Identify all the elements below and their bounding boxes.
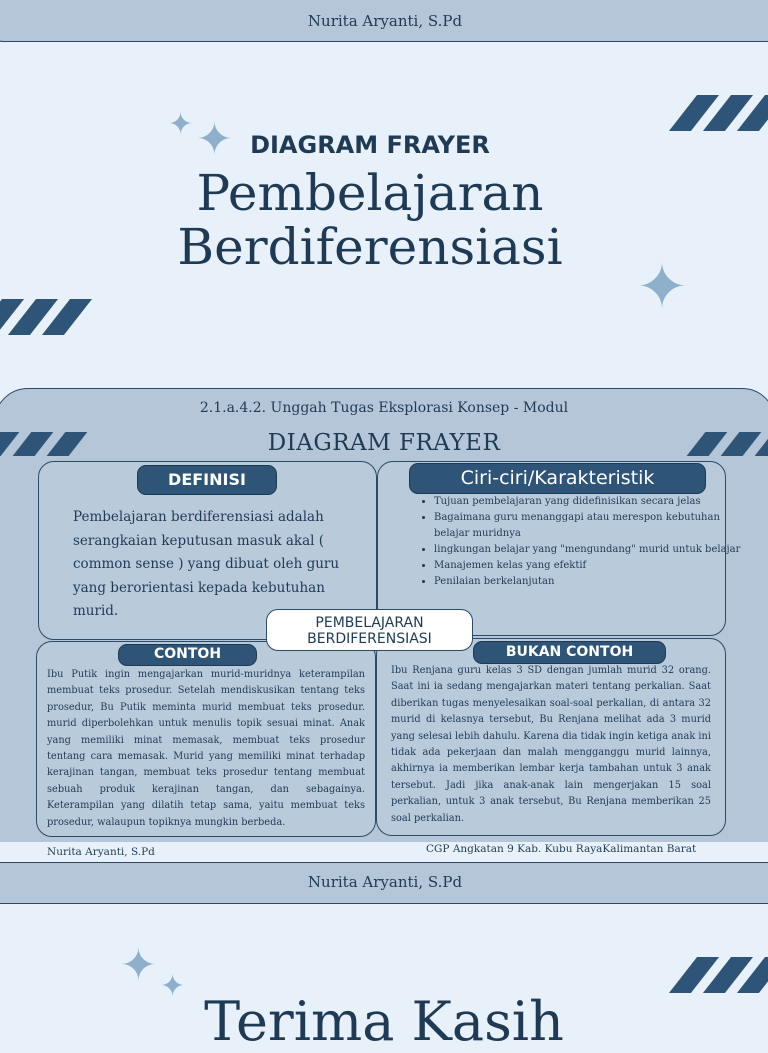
cover-title-line1: Pembelajaran xyxy=(196,164,544,222)
list-item: • Tujuan pembelajaran yang didefinisikan secara jelas xyxy=(434,494,744,510)
mid-author-bar xyxy=(0,862,768,904)
ciri-label: Ciri-ciri/Karakteristik xyxy=(409,463,706,494)
closing-title: Terima Kasih xyxy=(204,990,564,1053)
footer-author: Nurita Aryanti, S.Pd xyxy=(47,846,155,858)
sparkle-icon: ✦ xyxy=(168,107,194,142)
center-concept-line2: BERDIFERENSIASI xyxy=(307,631,432,647)
footer-organization: CGP Angkatan 9 Kab. Kubu RayaKalimantan Barat xyxy=(426,843,697,855)
stripe-decoration-top-right xyxy=(683,95,768,131)
definisi-text: Pembelajaran berdiferensiasi adalah serangkaian keputusan masuk akal ( common sense ) yang dibuat oleh guru yang berorientasi kepada kebutuhan murid. xyxy=(73,509,340,619)
definisi-label: DEFINISI xyxy=(137,465,277,495)
cover-title xyxy=(0,166,740,274)
top-author-name: Nurita Aryanti, S.Pd xyxy=(307,12,463,30)
document-title: DIAGRAM FRAYER xyxy=(267,430,501,456)
sparkle-icon: ✦ xyxy=(636,250,688,323)
top-author-bar xyxy=(0,0,768,42)
contoh-label: CONTOH xyxy=(118,644,257,666)
bukan-contoh-label: BUKAN CONTOH xyxy=(473,641,666,664)
contoh-text: Ibu Putik ingin mengajarkan murid-muridnya keterampilan membuat teks prosedur. Setelah mendiskusikan tentang teks prosedur, Bu Putik meminta murid membuat teks prosedur. murid diperbolehkan untuk menulis topik sesuai minat. Anak yang memiliki minat memasak, membuat teks prosedur tentang cara memasak. Murid yang memiliki minat terhadap kerajinan tangan, membuat teks prosedur tentang membuat sebuah produk kerajinan tangan, dan sebagainya. Keterampilan yang dilatih tetap sama, yaitu membuat teks prosedur, walaupun topiknya mungkin berbeda. xyxy=(47,669,365,828)
stripe-decoration-bottom-right xyxy=(683,957,768,993)
center-concept-line1: PEMBELAJARAN xyxy=(315,615,424,631)
mid-author-name: Nurita Aryanti, S.Pd xyxy=(307,873,463,891)
sparkle-icon: ✦ xyxy=(160,969,186,1004)
list-item: • lingkungan belajar yang "mengundang" murid untuk belajar xyxy=(434,542,744,558)
sparkle-icon: ✦ xyxy=(196,114,233,165)
sparkle-icon: ✦ xyxy=(120,940,157,991)
document-heading: 2.1.a.4.2. Unggah Tugas Eksplorasi Konsep - Modul xyxy=(199,400,569,416)
cover-label: DIAGRAM FRAYER xyxy=(250,131,490,159)
ciri-list xyxy=(416,494,744,590)
list-item: • Penilaian berkelanjutan xyxy=(434,574,744,590)
bukan-contoh-text: Ibu Renjana guru kelas 3 SD dengan jumlah murid 32 orang. Saat ini ia sedang mengajarkan materi tentang perkalian. Saat diberikan tugas menyelesaikan soal-soal perkalian, di antara 32 murid di kelasnya tersebut, Bu Renjana melihat ada 3 murid yang selesai lebih dahulu. Karena dia tidak ingin ketiga anak ini tidak ada pekerjaan dan malah mengganggu murid lainnya, akhirnya ia memberikan lembar kerja tambahan untuk 3 anak tersebut. Jadi jika anak-anak lain mengerjakan 15 soal perkalian, untuk 3 anak tersebut, Bu Renjana memberikan 25 soal perkalian. xyxy=(391,665,711,824)
list-item: • Bagaimana guru menanggapi atau merespon kebutuhan belajar muridnya xyxy=(434,510,744,542)
list-item: • Manajemen kelas yang efektif xyxy=(434,558,744,574)
stripe-decoration-left xyxy=(0,299,78,335)
cover-title-line2: Berdiferensiasi xyxy=(177,218,563,276)
